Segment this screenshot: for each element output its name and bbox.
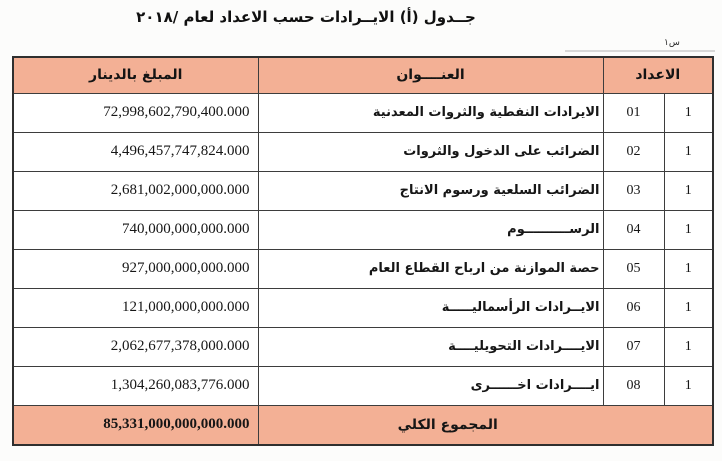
seq-cell: 1 [664,210,713,249]
header-count: الاعداد [603,57,713,93]
seq-cell: 1 [664,288,713,327]
amount-cell: 72,998,602,790,400.000 [13,93,258,132]
amount-cell: 2,062,677,378,000.000 [13,327,258,366]
code-cell: 03 [603,171,664,210]
code-cell: 08 [603,366,664,405]
header-amount: المبلغ بالدينار [13,57,258,93]
title-cell: الايــرادات الرأسماليـــــة [258,288,603,327]
seq-cell: 1 [664,93,713,132]
amount-cell: 927,000,000,000.000 [13,249,258,288]
header-row [13,57,713,93]
table-row [13,288,713,327]
table-row [13,132,713,171]
title-cell: الايــــرادات التحويليــــة [258,327,603,366]
table-row [13,327,713,366]
title-cell: حصة الموازنة من ارباح القطاع العام [258,249,603,288]
amount-cell: 740,000,000,000.000 [13,210,258,249]
seq-cell: 1 [664,132,713,171]
table-header [13,57,713,93]
amount-cell: 4,496,457,747,824.000 [13,132,258,171]
code-cell: 06 [603,288,664,327]
amount-cell: 2,681,002,000,000.000 [13,171,258,210]
table-row [13,171,713,210]
title-cell: الايرادات النفطية والثروات المعدنية [258,93,603,132]
title-cell: الرســــــــــوم [258,210,603,249]
code-cell: 04 [603,210,664,249]
code-cell: 07 [603,327,664,366]
page-title: جــدول (أ) الايــرادات حسب الاعداد لعام /٢٠١٨ [136,8,476,26]
table-row [13,210,713,249]
code-cell: 02 [603,132,664,171]
table-row [13,93,713,132]
seq-cell: 1 [664,171,713,210]
seq-cell: 1 [664,249,713,288]
seq-cell: 1 [664,366,713,405]
code-cell: 05 [603,249,664,288]
scan-artifact-line [565,50,715,52]
table-row [13,249,713,288]
title-cell: ايــــرادات اخــــــرى [258,366,603,405]
title-cell: الضرائب السلعية ورسوم الانتاج [258,171,603,210]
table-row [13,366,713,405]
page-corner-note: س١ [664,38,680,48]
amount-cell: 121,000,000,000.000 [13,288,258,327]
title-cell: الضرائب على الدخول والثروات [258,132,603,171]
revenues-table [12,56,714,446]
total-row [13,405,713,445]
table-body [13,93,713,445]
seq-cell: 1 [664,327,713,366]
total-amount-cell: 85,331,000,000,000.000 [13,405,258,445]
total-label-cell: المجموع الكلي [258,405,713,445]
code-cell: 01 [603,93,664,132]
header-title: العنــــوان [258,57,603,93]
amount-cell: 1,304,260,083,776.000 [13,366,258,405]
